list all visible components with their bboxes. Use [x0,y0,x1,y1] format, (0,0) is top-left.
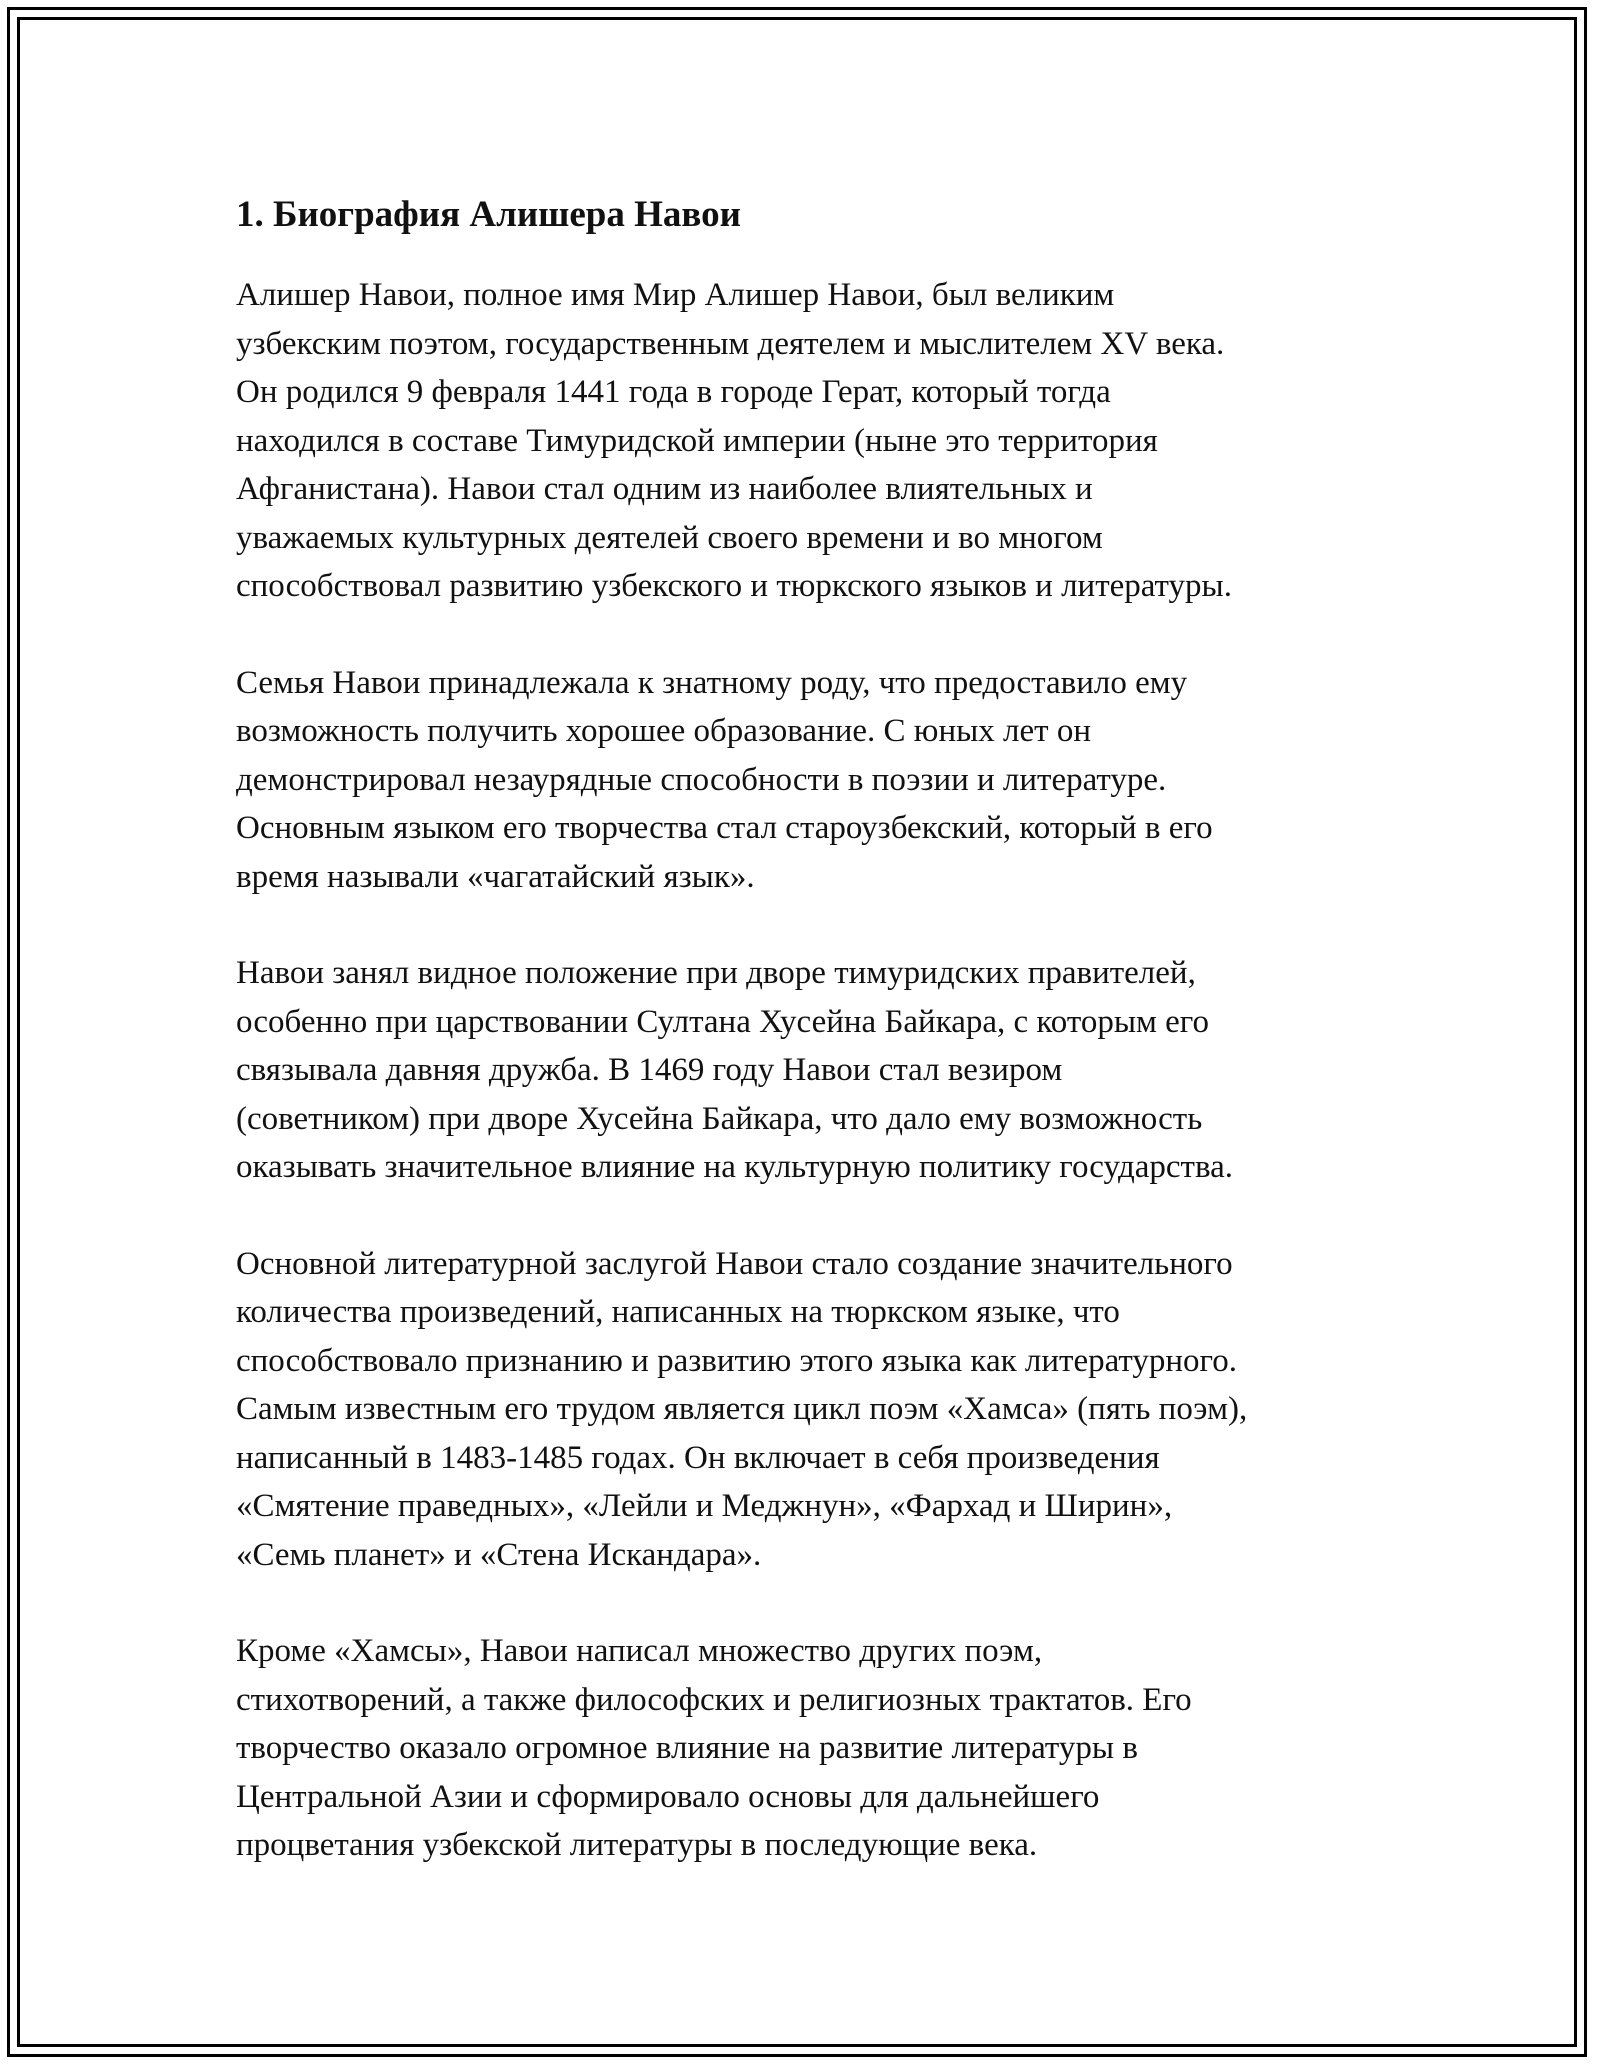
paragraph-court-career: Навои занял видное положение при дворе тимуридских правителей, особенно при царствовании Султана Хусейна Байкара, с которым его связывала давняя дружба. В 1469 году Навои стал везиром (советником) при дворе Хусейна Байкара, что дало ему возможность оказывать значительное влияние на культурную политику государства. [236,955,1233,1185]
section-heading: 1. Биография Алишера Навои [236,194,741,235]
paragraph-literary-works: Основной литературной заслугой Навои стало создание значительного количества произведений, написанных на тюркском языке, что способствовало признанию и развитию этого языка как литературного. Самым известным его трудом является цикл поэм «Хамса» (пять поэм), написанный в 1483-1485 годах. Он включает в себя произведения «Смятение праведных», «Лейли и Меджнун», «Фархад и Ширин», «Семь планет» и «Стена Искандара». [236,1245,1248,1573]
document-body [236,185,1386,1918]
paragraph-legacy: Кроме «Хамсы», Навои написал множество других поэм, стихотворений, а также философских и религиозных трактатов. Его творчество оказало огромное влияние на развитие литературы в Центральной Азии и сформировало основы для дальнейшего процветания узбекской литературы в последующие века. [236,1633,1192,1863]
paragraph-family-education: Семья Навои принадлежала к знатному роду, что предоставило ему возможность получить хорошее образование. С юных лет он демонстрировал незаурядные способности в поэзии и литературе. Основным языком его творчества стал староузбекский, который в его время называли «чагатайский язык». [236,664,1213,895]
paragraph-biography-intro: Алишер Навои, полное имя Мир Алишер Навои, был великим узбекским поэтом, государственным деятелем и мыслителем XV века. Он родился 9 февраля 1441 года в городе Герат, который тогда находился в составе Тимуридской империи (ныне это территория Афганистана). Навои стал одним из наиболее влиятельных и уважаемых культурных деятелей своего времени и во многом способствовал развитию узбекского и тюркского языков и литературы. [236,277,1232,604]
